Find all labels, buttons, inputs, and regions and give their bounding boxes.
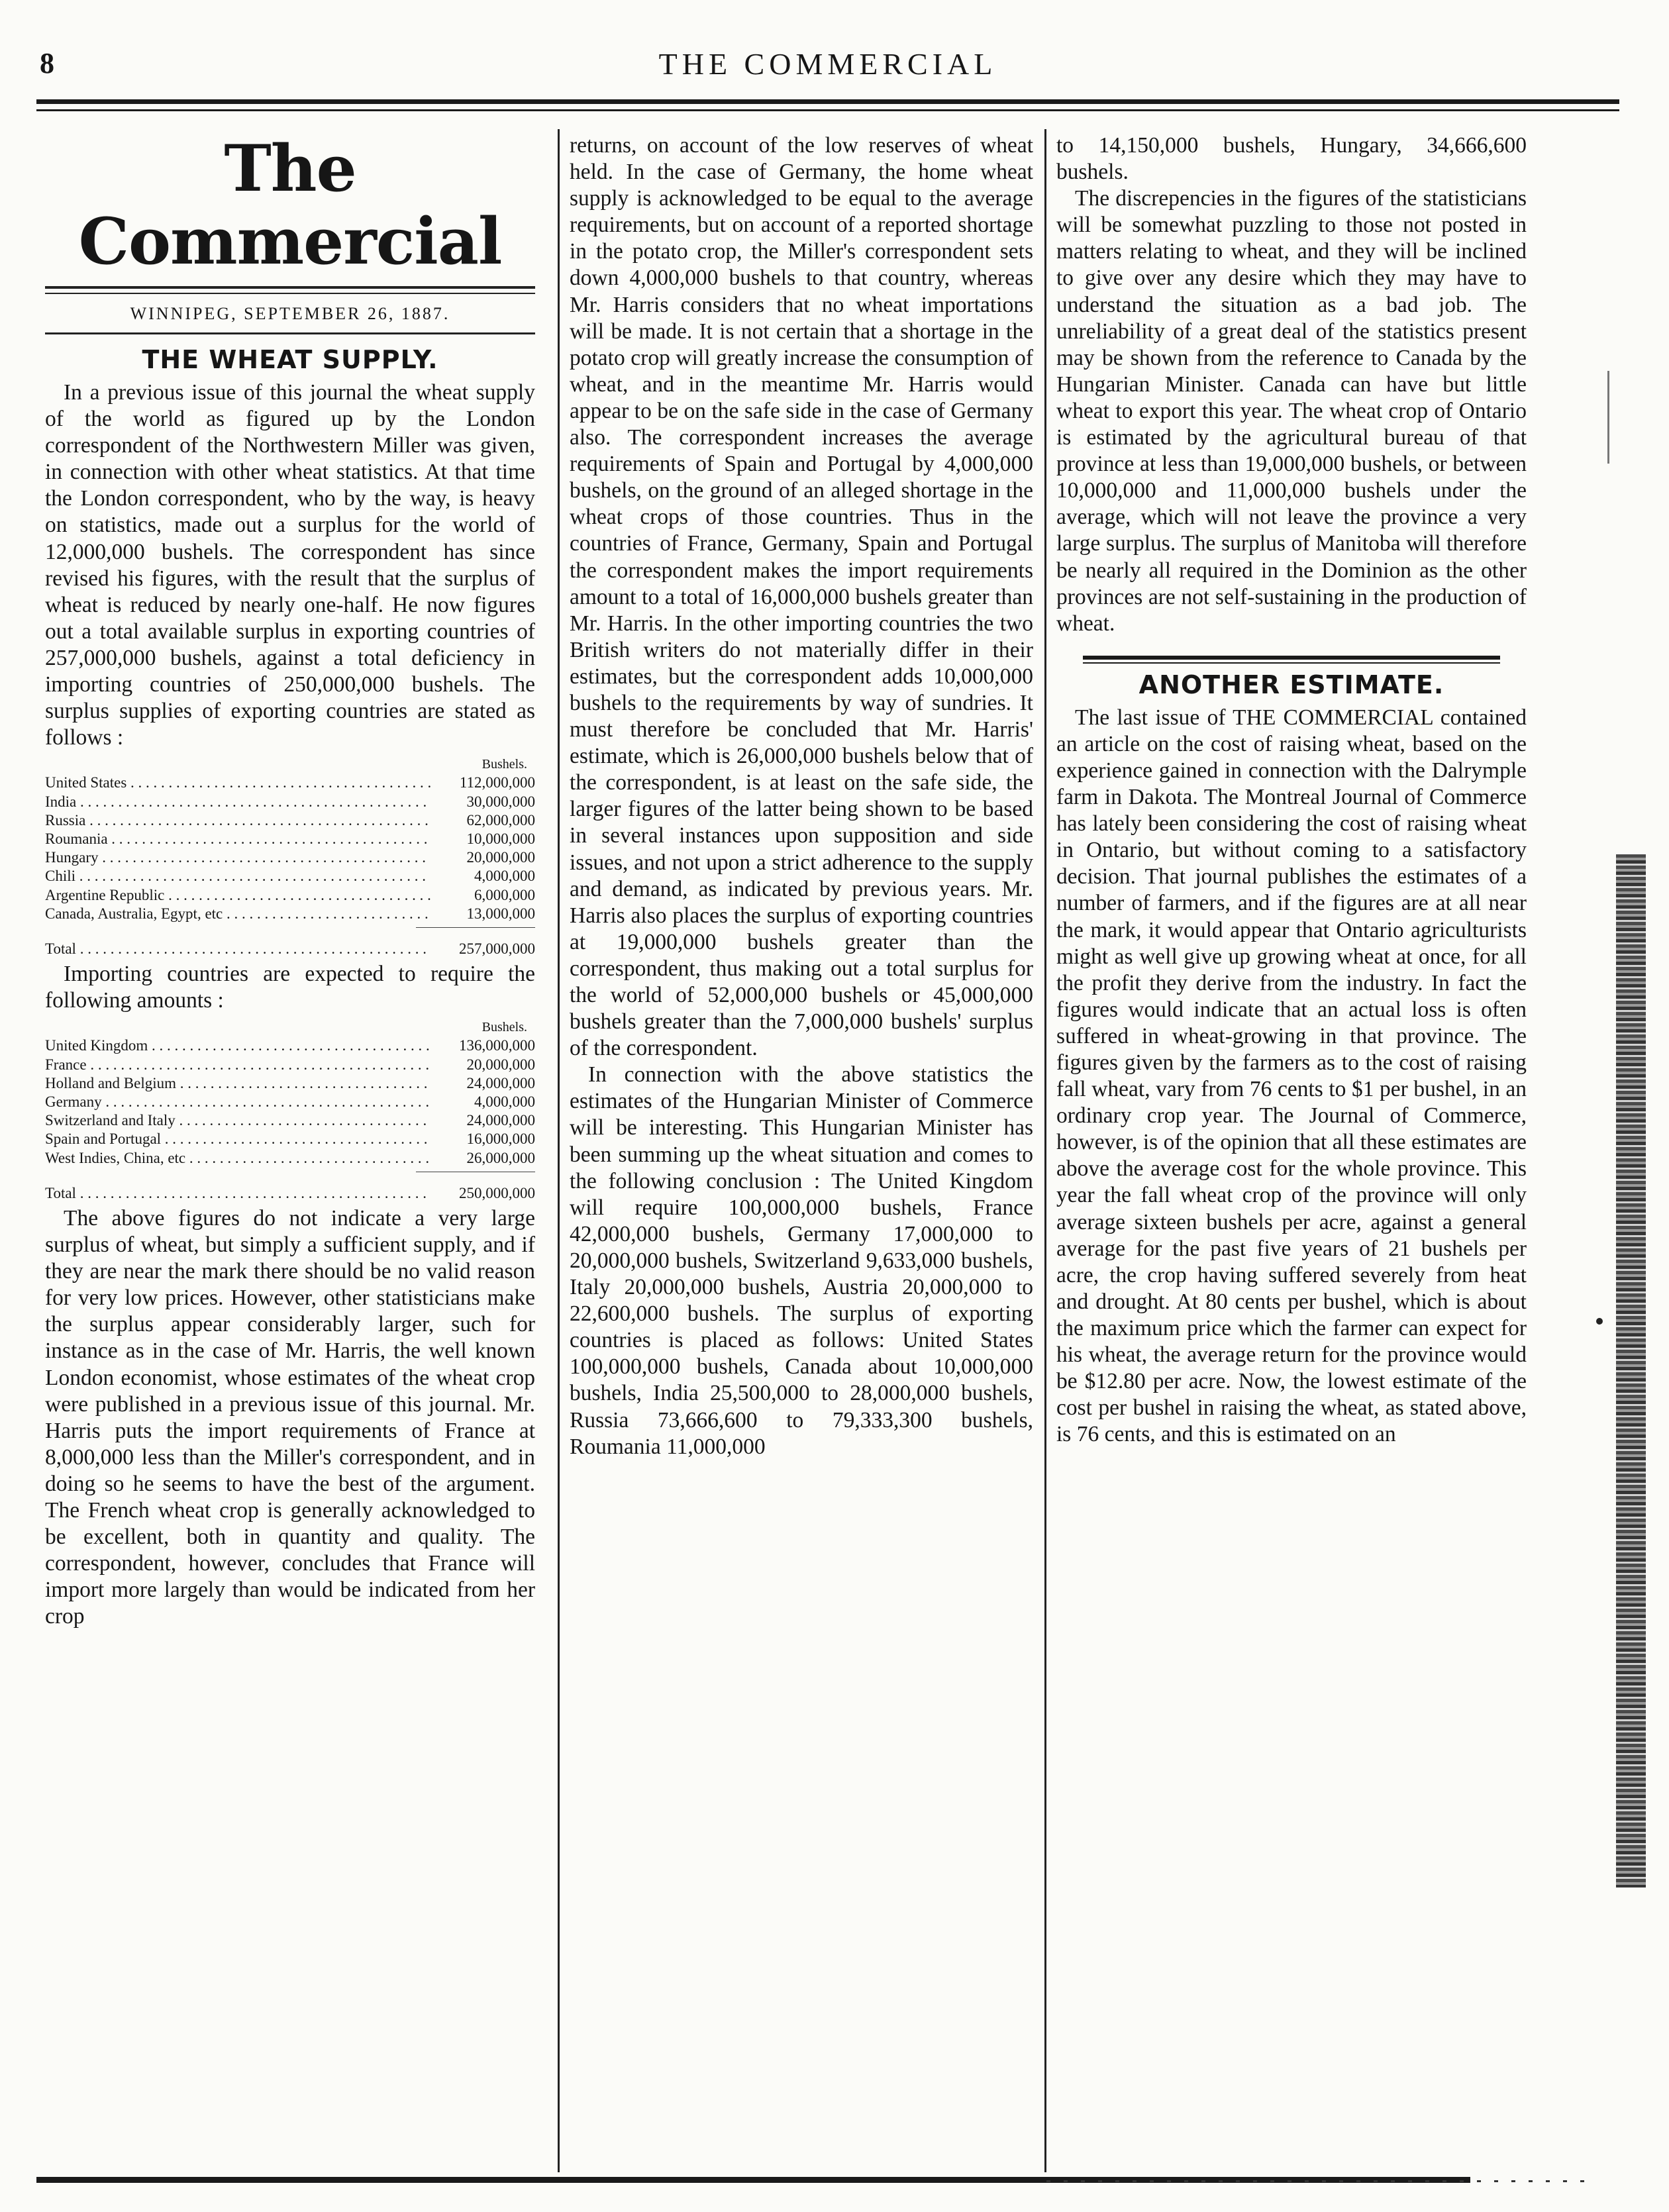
article-paragraph: The discrepencies in the figures of the statisticians will be somewhat puzzling to those not posted in matters relating to wheat, and they will be inclined to give over any desire which they may have to understand the situation as a bad job. The unreliability of a great deal of the statistics present may be shown from the reference to Canada by the Hungarian Minister. Canada can have but little wheat to export this year. The wheat crop of Ontario is estimated by the agricultural bureau of that province at less than 19,000,000 bushels, or between 10,000,000 and 11,000,000 bushels under the average, which will not leave the province a very large surplus. The surplus of Manitoba will therefore be nearly all required in the Dominion as the other provinces are not self-sustaining in the production of wheat. <box>1056 186 1527 636</box>
dateline-rule <box>45 332 535 334</box>
column-2 <box>570 132 1033 1460</box>
country-name: Spain and Portugal . . . <box>45 1130 430 1148</box>
country-name: Russia . . . <box>45 811 430 830</box>
headline-wheat-supply: THE WHEAT SUPPLY. <box>142 345 438 374</box>
country-name: United States . . . <box>45 774 430 792</box>
total-label: Total . . . <box>45 940 430 958</box>
table-row <box>45 1074 535 1093</box>
bushels-value: 20,000,000 <box>466 849 535 866</box>
table-total-row <box>45 940 535 958</box>
exporting-table <box>45 755 535 958</box>
table-row <box>45 830 535 848</box>
total-value: 250,000,000 <box>459 1184 535 1201</box>
page-header <box>40 46 1616 93</box>
bushels-value: 62,000,000 <box>466 811 535 829</box>
total-label: Total . . . <box>45 1184 430 1203</box>
bushels-value: 6,000,000 <box>474 886 535 903</box>
masthead-title: The Commercial <box>78 131 502 279</box>
article-paragraph: Importing countries are expected to require the following amounts : <box>45 962 535 1013</box>
table-unit-header: Bushels. <box>481 757 527 772</box>
country-name: Germany . . . <box>45 1093 430 1111</box>
article-paragraph: The last issue of THE COMMERCIAL contained an article on the cost of raising wheat, based on the experience gained in connection with the Dalrymple farm in Dakota. The Montreal Journal of Commerce has lately been considering the cost of raising wheat in Ontario, but without coming to a satisfactory decision. That journal publishes the estimates of a number of farmers, and if the figures are at all near the mark, it would appear that Ontario agriculturists might as well give up growing wheat at once, for all the profit they derive from the industry. In fact the figures would indicate that an actual loss is often suffered in wheat-growing in that province. The figures given by the farmers as to the cost of raising fall wheat, vary from 76 cents to $1 per bushel, in an ordinary crop year. The Journal of Commerce, however, is of the opinion that all these estimates are above the average cost for the whole province. This year the fall wheat crop of the province will only average sixteen bushels per acre, against a general average for the past five years of 21 bushels per acre, the crop having suffered severely from heat and drought. At 80 cents per bushel, which is about the maximum price which the farmer can expect for his wheat, the average return for the province would be $12.80 per acre. Now, the lowest estimate of the cost per bushel in raising the wheat, as stated above, is 76 cents, and this is estimated on an <box>1056 705 1527 1447</box>
country-name: India . . . <box>45 793 430 811</box>
column-divider <box>558 129 560 2172</box>
scan-mark <box>1596 1318 1603 1325</box>
table-total-row <box>45 1184 535 1203</box>
country-name: Argentine Republic . . . <box>45 886 430 905</box>
exporting-rows <box>45 774 535 923</box>
header-rule-thin <box>36 109 1619 111</box>
page-number: 8 <box>40 47 54 79</box>
table-row <box>45 1056 535 1074</box>
footer-rule-dotted <box>1046 2180 1590 2182</box>
section-rule <box>1083 656 1500 664</box>
country-name: Roumania . . . <box>45 830 430 848</box>
bushels-value: 26,000,000 <box>466 1149 535 1166</box>
bushels-value: 16,000,000 <box>466 1131 535 1148</box>
column-divider <box>1044 129 1046 2172</box>
article-paragraph: In connection with the above statistics the estimates of the Hungarian Minister of Commerce will be interesting. This Hungarian Minister has been summing up the wheat situation and comes to the following conclusion : The United Kingdom will require 100,000,000 bushels, France 42,000,000 bushels, Germany 17,000,000 to 20,000,000 bushels, Switzerland 9,633,000 bushels, Italy 20,000,000 bushels, Austria 20,000,000 to 22,600,000 bushels. The surplus of exporting countries is placed as follows: United States 100,000,000 bushels, Canada about 10,000,000 bushels, India 25,500,000 to 28,000,000 bushels, Russia 73,666,600 to 79,333,300 bushels, Roumania 11,000,000 <box>570 1062 1033 1459</box>
table-row <box>45 1036 535 1055</box>
bushels-value: 4,000,000 <box>474 868 535 885</box>
masthead-rule <box>45 286 535 294</box>
total-rule <box>416 927 535 928</box>
table-row <box>45 905 535 923</box>
scan-edge-artifact <box>1616 854 1646 1887</box>
table-row <box>45 811 535 830</box>
column-3 <box>1056 132 1527 1448</box>
table-row <box>45 867 535 885</box>
country-name: Hungary . . . <box>45 848 430 867</box>
table-row <box>45 1149 535 1168</box>
running-head: THE COMMERCIAL <box>658 47 997 81</box>
country-name: Holland and Belgium . . . <box>45 1074 430 1093</box>
dateline: WINNIPEG, SEPTEMBER 26, 1887. <box>130 304 450 323</box>
article-paragraph: In a previous issue of this journal the wheat supply of the world as figured up by the London correspondent of the Northwestern Miller was given, in connection with other wheat statistics. At that time the London correspondent, who by the way, is heavy on statistics, made out a surplus for the world of 12,000,000 bushels. The correspondent has since revised his figures, with the result that the surplus of wheat is reduced by nearly one-half. He now figures out a total available surplus in exporting countries of 257,000,000 bushels, against a total deficiency in importing countries of 250,000,000 bushels. The surplus supplies of exporting countries are stated as follows : <box>45 380 535 750</box>
bushels-value: 10,000,000 <box>466 830 535 847</box>
column-1 <box>45 132 535 1630</box>
scan-mark <box>1607 371 1609 464</box>
headline-another-estimate: ANOTHER ESTIMATE. <box>1138 670 1444 699</box>
bushels-value: 20,000,000 <box>466 1056 535 1073</box>
table-row <box>45 1130 535 1148</box>
table-row <box>45 886 535 905</box>
table-row <box>45 848 535 867</box>
header-rule <box>36 99 1619 104</box>
article-paragraph: The above figures do not indicate a very large surplus of wheat, but simply a sufficient supply, and if they are near the mark there should be no valid reason for very low prices. However, other statisticians make the surplus appear considerably larger, such for instance as in the case of Mr. Harris, the well known London economist, whose estimates of the wheat crop were published in a previous issue of this journal. Mr. Harris puts the import requirements of France at 8,000,000 less than the Miller's correspondent, and in doing so he seems to have the best of the argument. The French wheat crop is generally acknowledged to be excellent, both in quantity and quality. The correspondent, however, concludes that France will import more largely than would be indicated from her crop <box>45 1205 535 1629</box>
bushels-value: 24,000,000 <box>466 1112 535 1129</box>
country-name: Chili . . . <box>45 867 430 885</box>
article-paragraph: returns, on account of the low reserves of wheat held. In the case of Germany, the home wheat supply is acknowledged to be equal to the average requirements, but on account of a reported shortage in the potato crop, the Miller's correspondent sets down 4,000,000 bushels to that country, whereas Mr. Harris considers that no wheat importations will be made. It is not certain that a shortage in the potato crop will greatly increase the consumption of wheat, and in the meantime Mr. Harris would appear to be on the safe side in the case of Germany also. The correspondent increases the average requirements of Spain and Portugal by 4,000,000 bushels, on the ground of an alleged shortage in the wheat crops of those countries. Thus in the countries of France, Germany, Spain and Portugal the correspondent makes the import requirements amount to a total of 16,000,000 bushels greater than Mr. Harris. In the other importing countries the two British writers do not materially differ in their estimates, but the correspondent adds 10,000,000 bushels to the requirements by way of sundries. It must therefore be concluded that Mr. Harris' estimate, which is 26,000,000 bushels below that of the correspondent, is at least on the safe side, the larger figures of the latter being shown to be based in several instances upon supposition and side issues, and not upon a strict adherence to the supply and demand, as indicated by previous years. Mr. Harris also places the surplus of exporting countries at 19,000,000 bushels greater than the correspondent, thus making out a total surplus for the world of 52,000,000 bushels or 45,000,000 bushels greater than the 7,000,000 bushels' surplus of the correspondent. <box>570 133 1033 1061</box>
importing-rows <box>45 1036 535 1167</box>
bushels-value: 30,000,000 <box>466 793 535 810</box>
bushels-value: 13,000,000 <box>466 905 535 922</box>
country-name: Canada, Australia, Egypt, etc . . . <box>45 905 430 923</box>
table-row <box>45 793 535 811</box>
bushels-value: 112,000,000 <box>459 774 535 791</box>
country-name: Switzerland and Italy . . . <box>45 1111 430 1130</box>
country-name: United Kingdom . . . <box>45 1036 430 1055</box>
table-row <box>45 1093 535 1111</box>
table-unit-header: Bushels. <box>481 1020 527 1035</box>
bushels-value: 4,000,000 <box>474 1093 535 1110</box>
country-name: West Indies, China, etc . . . <box>45 1149 430 1168</box>
table-row <box>45 1111 535 1130</box>
article-paragraph: to 14,150,000 bushels, Hungary, 34,666,600 bushels. <box>1056 133 1527 185</box>
total-value: 257,000,000 <box>459 940 535 957</box>
country-name: France . . . <box>45 1056 430 1074</box>
bushels-value: 24,000,000 <box>466 1074 535 1091</box>
importing-table <box>45 1018 535 1203</box>
bushels-value: 136,000,000 <box>459 1037 535 1054</box>
table-row <box>45 774 535 792</box>
